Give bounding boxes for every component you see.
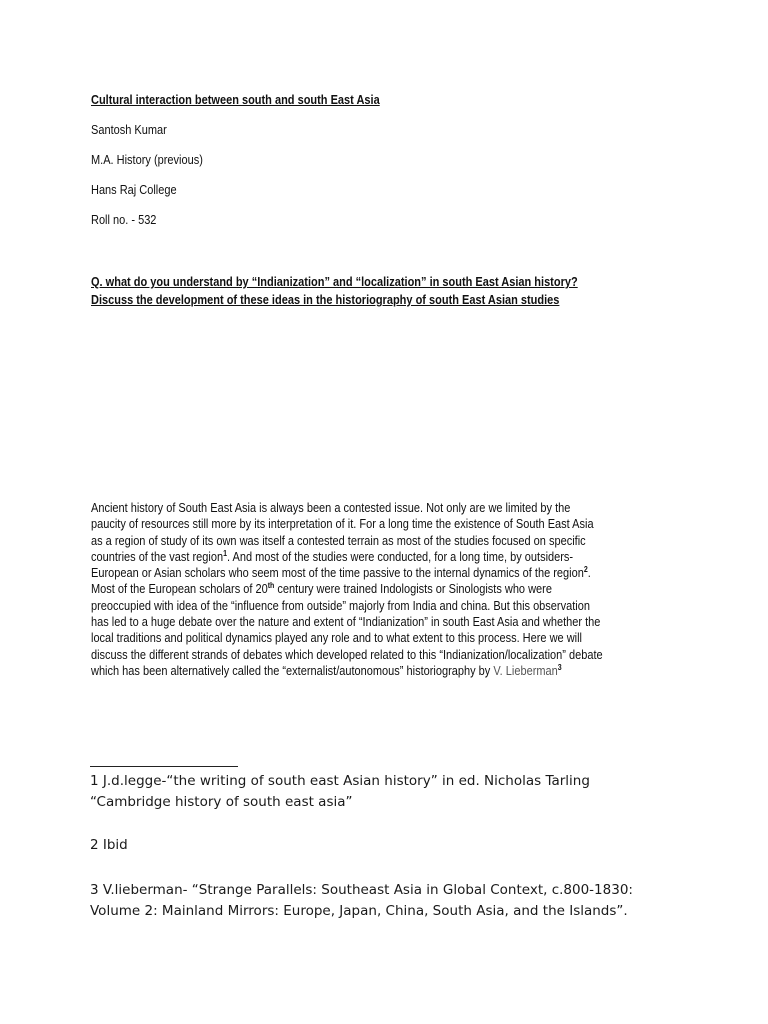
question-line: Discuss the development of these ideas in the historiography of south East Asian studies bbox=[91, 293, 560, 307]
body-line bbox=[91, 549, 603, 565]
body-line: as a region of study of its own was itself a contested terrain as most of the studies focused on specific bbox=[91, 533, 586, 548]
body-text-segment: century were trained Indologists or Sinologists who were bbox=[274, 582, 552, 597]
college-name: Hans Raj College bbox=[91, 183, 177, 197]
question-line: Q. what do you understand by “Indianization” and “localization” in south East Asian history? bbox=[91, 275, 578, 289]
body-text-segment: Most of the European scholars of 20 bbox=[91, 582, 268, 597]
body-text-segment: which has been alternatively called the “externalist/autonomous” historiography by bbox=[91, 663, 494, 678]
document-title: Cultural interaction between south and south East Asia bbox=[91, 93, 380, 107]
footnote-separator bbox=[90, 766, 238, 767]
footnote-ref-1[interactable]: 1 bbox=[223, 548, 228, 558]
body-line: local traditions and political dynamics played any role and to what extent to this process. Here we will bbox=[91, 631, 582, 646]
body-text-segment: . And most of the studies were conducted, for a long time, by outsiders- bbox=[227, 549, 574, 564]
footnote-3 bbox=[90, 880, 633, 922]
footnote-ref-2[interactable]: 2 bbox=[583, 565, 588, 575]
author-name: Santosh Kumar bbox=[91, 123, 167, 137]
body-line bbox=[91, 663, 603, 679]
body-text-segment: . bbox=[587, 566, 591, 581]
footnote-line: “Cambridge history of south east asia” bbox=[90, 794, 353, 810]
roll-number: Roll no. - 532 bbox=[91, 213, 157, 227]
footnote-line: 1 J.d.legge-“the writing of south east Asian history” in ed. Nicholas Tarling bbox=[90, 773, 590, 789]
body-line bbox=[91, 581, 603, 597]
footnote-line: 2 Ibid bbox=[90, 837, 128, 853]
footnote-ref-3[interactable]: 3 bbox=[557, 662, 562, 672]
body-line: Ancient history of South East Asia is always been a contested issue. Not only are we limited by the bbox=[91, 501, 571, 515]
body-line: preoccupied with idea of the “influence from outside” majorly from India and china. But this observation bbox=[91, 598, 590, 613]
body-text-segment: countries of the vast region bbox=[91, 549, 224, 564]
footnote-2 bbox=[90, 835, 128, 856]
body-line: paucity of resources still more by its interpretation of it. For a long time the existence of South East Asia bbox=[91, 517, 594, 532]
footnote-1 bbox=[90, 771, 590, 813]
superscript-ordinal: th bbox=[267, 581, 275, 591]
body-line: has led to a huge debate over the nature and extent of “Indianization” in south East Asia and whether the bbox=[91, 615, 601, 630]
author-reference: V. Lieberman bbox=[493, 663, 558, 678]
body-line: discuss the different strands of debates which developed related to this “Indianization/localization” debate bbox=[91, 647, 603, 662]
body-text-segment: European or Asian scholars who seem most of the time passive to the internal dynamics of the region bbox=[91, 566, 584, 581]
body-paragraph bbox=[91, 500, 603, 679]
footnote-line: 3 V.lieberman- “Strange Parallels: Southeast Asia in Global Context, c.800-1830: bbox=[90, 882, 633, 898]
body-line bbox=[91, 565, 603, 581]
question-heading bbox=[91, 273, 578, 309]
footnote-line: Volume 2: Mainland Mirrors: Europe, Japan, China, South Asia, and the Islands”. bbox=[90, 903, 628, 919]
course-name: M.A. History (previous) bbox=[91, 153, 203, 167]
